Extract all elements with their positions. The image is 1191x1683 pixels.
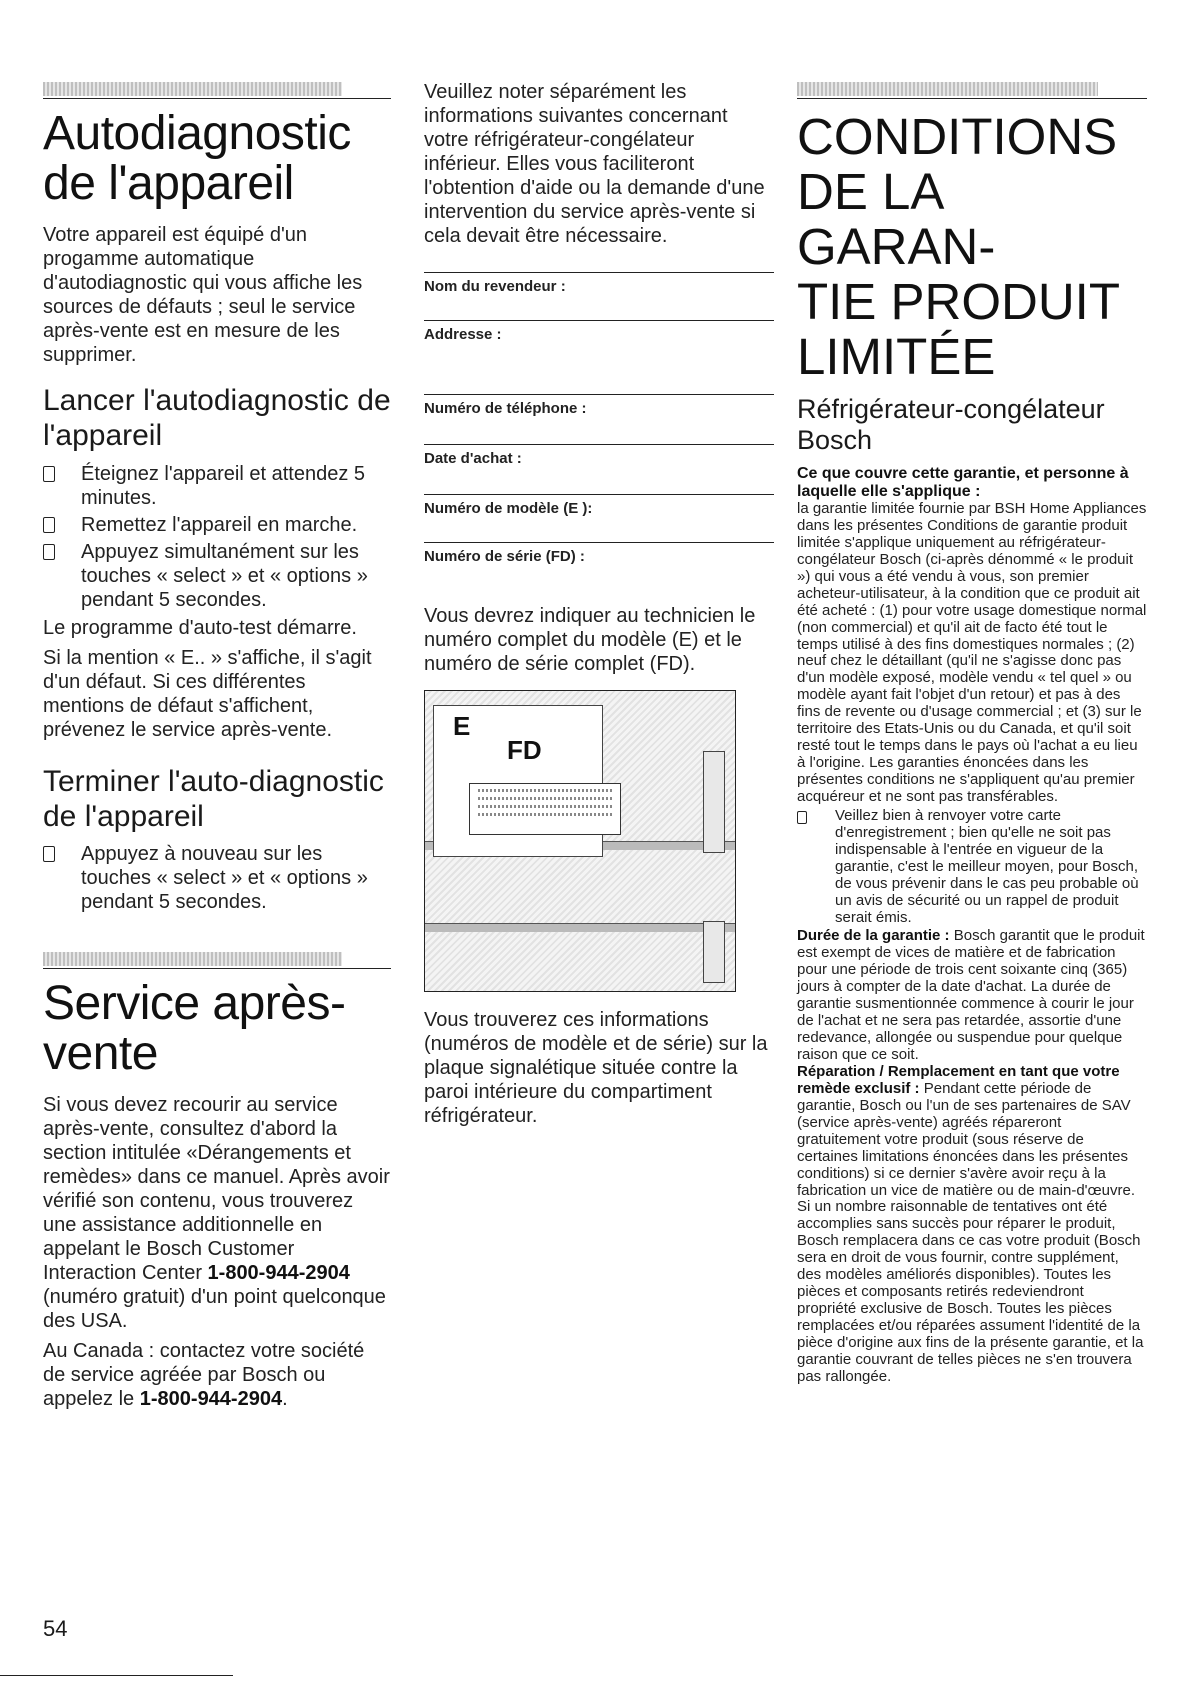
launch-steps	[43, 462, 391, 612]
rating-plate	[469, 783, 621, 835]
duration-text: Durée de la garantie : Bosch garantit que le produit est exempt de vices de matière et de fabrication pour une période de trois cent soixante cinq (365) jours à compter de la date d'achat. La durée de garantie susmentionnée commence à courir le jour de l'achat et ne sera pas retardée, assortie d'une redevance, allongée ou suspendue pour quelque raison que ce soit.	[797, 927, 1145, 1064]
launch-heading: Lancer l'autodiagnostic de l'appareil	[43, 383, 391, 453]
list-item: Veillez bien à renvoyer votre carte d'enregistrement ; bien qu'elle ne soit pas indispensable à l'entrée en vigueur de la garantie, c'est le meilleur moyen, pour Bosch, de vous prévenir dans le cas peu probable où un avis de sécurité ou un rappel de produit serait émis.	[797, 808, 1147, 927]
door-bin	[703, 751, 725, 853]
launch-text-2: Si la mention « E.. » s'affiche, il s'agit d'un défaut. Si ces différentes mentions de défaut s'affichent, prévenez le service après-vente.	[43, 646, 372, 741]
dealer-name-field: Nom du revendeur :	[424, 272, 774, 320]
rating-plate-figure	[424, 690, 736, 992]
list-item: Appuyez simultanément sur les touches « select » et « options » pendant 5 secondes.	[43, 540, 391, 612]
section-title-service: Service après-vente	[43, 977, 346, 1081]
end-heading: Terminer l'auto-diagnostic de l'appareil	[43, 764, 384, 833]
door-bin	[703, 921, 725, 983]
model-label: E	[453, 711, 471, 741]
rating-plate-location: Vous trouverez ces informations (numéros de modèle et de série) sur la plaque signalétique située contre la paroi intérieure du compartiment réfrigérateur.	[424, 1009, 768, 1127]
serial-number-field: Numéro de série (FD) :	[424, 542, 774, 598]
address-field: Addresse :	[424, 320, 774, 394]
list-item: Remettez l'appareil en marche.	[43, 513, 391, 537]
warranty-subtitle: Réfrigérateur-congélateur Bosch	[797, 394, 1105, 455]
phone-number: 1-800-944-2904	[139, 1388, 283, 1411]
record-info-intro: Veuillez noter séparément les informations suivantes concernant votre réfrigérateur-congélateur inférieur. Elles vous faciliteront l'obtention d'aide ou la demande d'une intervention du service après-vente si cela devait être nécessaire.	[424, 81, 765, 247]
service-text-1: Si vous devez recourir au service après-vente, consultez d'abord la section intitulée «Dérangements et remèdes» dans ce manuel. Après avoir vérifié son contenu, vous trouverez une assistance additionnelle en appelant le Bosch Customer Interaction Center 1-800-944-2904 (numéro gratuit) d'un point quelconque des USA.	[43, 1094, 390, 1333]
coverage-bullets	[797, 808, 1147, 927]
list-item: Éteignez l'appareil et attendez 5 minutes.	[43, 462, 391, 510]
purchase-date-field: Date d'achat :	[424, 444, 774, 494]
serial-label: FD	[507, 735, 542, 765]
checkbox-bullet-icon	[43, 846, 55, 862]
phone-number: 1-800-944-2904	[207, 1262, 350, 1285]
checkbox-bullet-icon	[43, 466, 55, 482]
launch-text-1: Le programme d'auto-test démarre.	[43, 616, 357, 639]
checkbox-bullet-icon	[43, 544, 55, 560]
footer-rule	[0, 1675, 233, 1676]
technician-note: Vous devrez indiquer au technicien le numéro complet du modèle (E) et le numéro de série complet (FD).	[424, 605, 756, 675]
section-rule	[797, 80, 1147, 99]
column-middle	[424, 80, 774, 1134]
section-rule	[43, 950, 391, 969]
column-left	[43, 80, 391, 1417]
phone-field: Numéro de téléphone :	[424, 394, 774, 444]
list-item: Appuyez à nouveau sur les touches « select » et « options » pendant 5 secondes.	[43, 842, 391, 914]
autodiagnostic-intro: Votre appareil est équipé d'un progamme automatique d'autodiagnostic qui vous affiche les sources de défauts ; seul le service après-vente est en mesure de les supprimer.	[43, 223, 363, 366]
section-rule	[43, 80, 391, 99]
checkbox-bullet-icon	[43, 517, 55, 533]
repair-text: Réparation / Remplacement en tant que votre remède exclusif : Pendant cette période de garantie, Bosch ou l'un de ses partenaires de SAV (service après-vente) agréés répareront gratuitement votre produit (sous réserve de certaines limitations énoncées dans les présentes conditions) si ce dernier s'avère avoir reçu à la fabrication un vice de matière ou de main-d'œuvre. Si un nombre raisonnable de tentatives ont été accomplies sans succès pour réparer le produit, Bosch remplacera dans ce cas votre produit (Bosch sera en droit de vous fournir, contre supplément, des modèles améliorés disponibles). Toutes les pièces et composants retirés redeviendront propriété exclusive de Bosch. Toutes les pièces remplacées et/ou réparées assument l'identité de la pièce d'origine aux fins de la présente garantie, et la garantie couvrant de telles pièces ne s'en trouvera pas rallongée.	[797, 1062, 1144, 1385]
column-right	[797, 80, 1147, 1386]
section-title-autodiagnostic: Autodiagnostic de l'appareil	[43, 107, 351, 210]
page-number: 54	[43, 1616, 68, 1641]
warranty-title: CONDITIONS DE LA GARAN- TIE PRODUIT LIMITÉE	[797, 108, 1121, 386]
shelf	[425, 923, 735, 932]
end-steps	[43, 842, 391, 914]
service-text-2: Au Canada : contactez votre société de service agréée par Bosch ou appelez le 1-800-944-2904.	[43, 1340, 365, 1411]
checkbox-bullet-icon	[797, 811, 807, 824]
model-number-field: Numéro de modèle (E ):	[424, 494, 774, 542]
coverage-text: Ce que couvre cette garantie, et personne à laquelle elle s'applique : la garantie limitée fournie par BSH Home Appliances dans les présentes Conditions de garantie produit limitée s'applique uniquement au réfrigérateur-congélateur Bosch (ci-après dénommé « le produit ») qui vous a été vendu à vous, son premier acheteur-utilisateur, à la condition que ce produit ait été acheté : (1) pour votre usage domestique normal (non commercial) et qu'il ait de facto été tout le temps utilisé à des fins domestiques normales ; (2) neuf chez le détaillant (qu'il ne s'agisse donc pas d'un modèle exposé, modèle vendu « tel quel » ou modèle ayant fait l'objet d'un retour) et pas à des fins de revente ou d'usage commercial ; et (3) sur le territoire des Etats-Unis ou du Canada, et qu'il soit resté tout le temps dans le pays où l'achat a eu lieu à l'origine. Les garanties énoncées dans les présentes conditions ne s'appliquent qu'au premier acquéreur et ne sont pas transférables.	[797, 464, 1147, 805]
